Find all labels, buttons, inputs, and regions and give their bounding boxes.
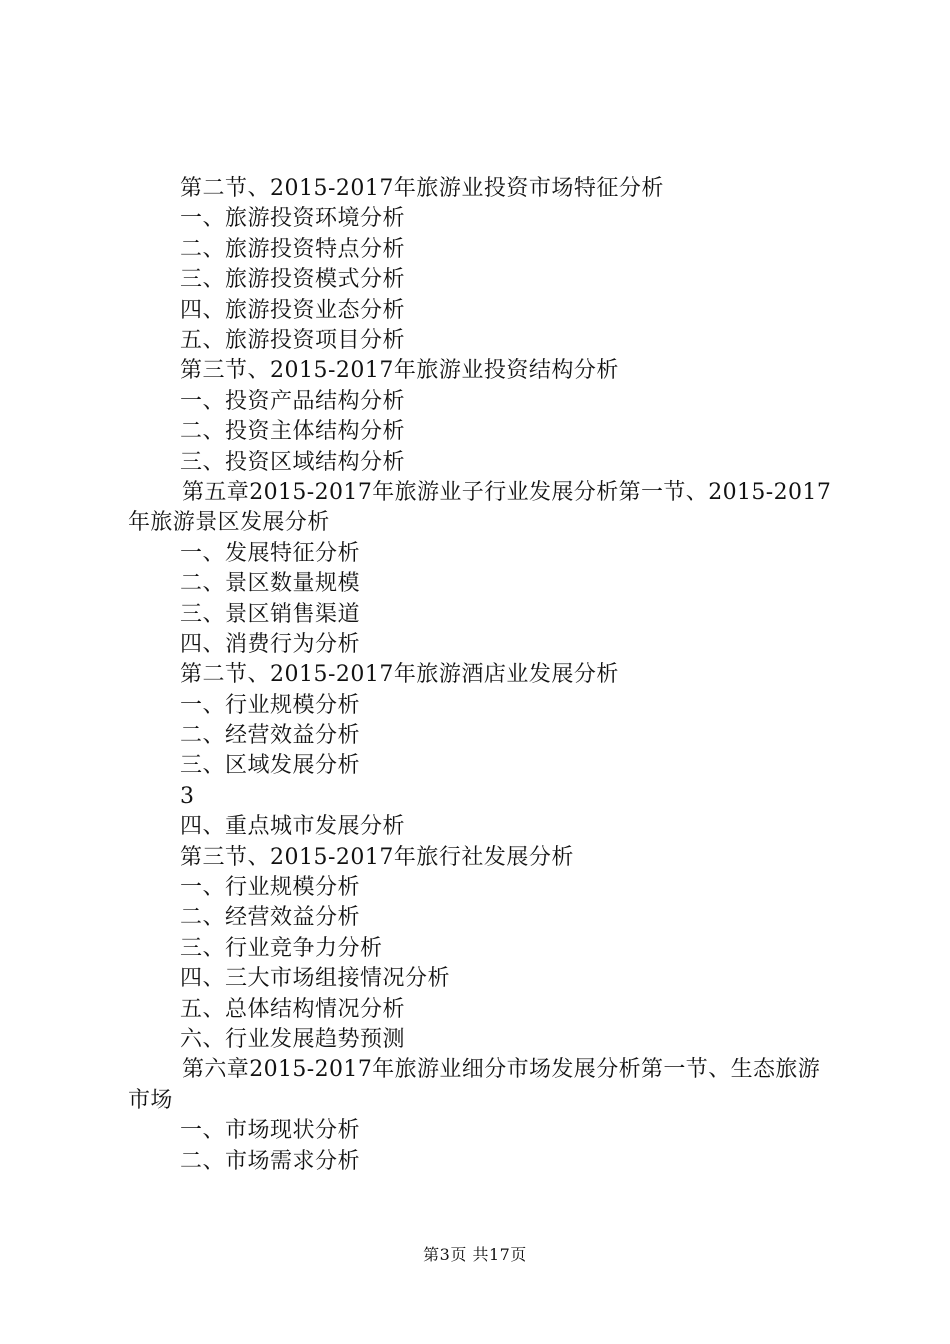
toc-item: 三、行业竞争力分析	[180, 935, 383, 961]
toc-item: 二、投资主体结构分析	[180, 419, 406, 445]
toc-item: 四、消费行为分析	[180, 631, 361, 657]
toc-section-heading: 第三节、2015-2017年旅行社发展分析	[180, 844, 574, 870]
toc-item: 四、三大市场组接情况分析	[180, 966, 451, 992]
toc-item: 二、旅游投资特点分析	[180, 236, 406, 262]
toc-item: 二、经营效益分析	[180, 905, 361, 931]
toc-item: 一、旅游投资环境分析	[180, 206, 406, 232]
toc-section-heading: 第三节、2015-2017年旅游业投资结构分析	[180, 358, 619, 384]
toc-item: 一、市场现状分析	[180, 1118, 361, 1144]
toc-item: 三、旅游投资模式分析	[180, 267, 406, 293]
page-footer: 第3页 共17页	[423, 1245, 527, 1264]
toc-item: 四、旅游投资业态分析	[180, 297, 406, 323]
toc-section-heading: 第二节、2015-2017年旅游酒店业发展分析	[180, 662, 619, 688]
toc-item: 四、重点城市发展分析	[180, 814, 406, 840]
toc-item: 二、经营效益分析	[180, 723, 361, 749]
toc-item: 三、区域发展分析	[180, 753, 361, 779]
toc-chapter-heading: 第六章2015-2017年旅游业细分市场发展分析第一节、生态旅游市场	[128, 1057, 821, 1113]
toc-item: 五、总体结构情况分析	[180, 996, 406, 1022]
toc-item: 五、旅游投资项目分析	[180, 327, 406, 353]
toc-item: 六、行业发展趋势预测	[180, 1026, 406, 1052]
toc-item: 一、行业规模分析	[180, 692, 361, 718]
toc-item: 三、景区销售渠道	[180, 601, 361, 627]
inline-page-number: 3	[180, 783, 195, 809]
table-of-contents	[128, 174, 840, 1177]
toc-chapter-heading: 第五章2015-2017年旅游业子行业发展分析第一节、2015-2017年旅游景区发展分析	[128, 479, 832, 536]
toc-item: 一、发展特征分析	[180, 540, 361, 566]
toc-item: 一、行业规模分析	[180, 875, 361, 901]
toc-item: 三、投资区域结构分析	[180, 449, 406, 475]
toc-section-heading: 第二节、2015-2017年旅游业投资市场特征分析	[180, 176, 664, 201]
toc-item: 二、市场需求分析	[180, 1148, 361, 1174]
toc-item: 一、投资产品结构分析	[180, 388, 406, 414]
toc-item: 二、景区数量规模	[180, 571, 361, 597]
